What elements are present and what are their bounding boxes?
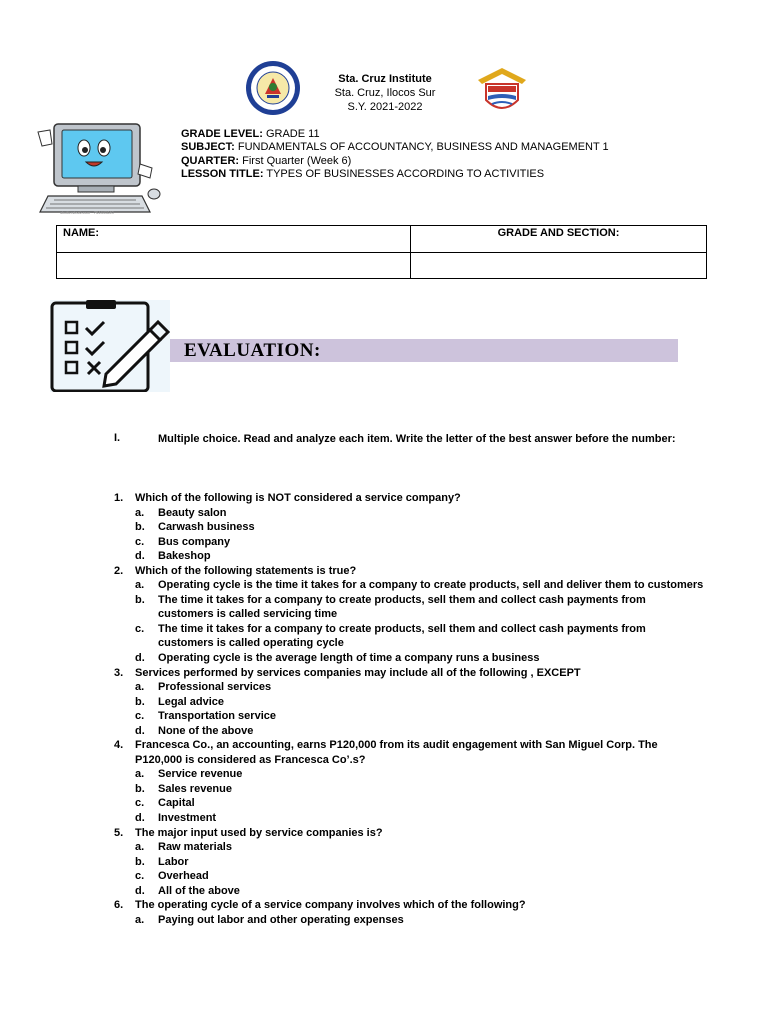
school-header <box>300 72 470 114</box>
answer-option <box>114 724 704 739</box>
answer-option <box>114 913 704 928</box>
option-letter: a. <box>135 841 145 854</box>
question-number: 6. <box>114 899 124 912</box>
answer-option <box>114 535 704 550</box>
answer-option <box>114 622 704 651</box>
option-text: Investment <box>158 812 217 825</box>
option-letter: c. <box>135 535 145 548</box>
subject-line: SUBJECT: FUNDAMENTALS OF ACCOUNTANCY, BUSINESS AND MANAGEMENT 1 <box>181 141 609 154</box>
option-text: All of the above <box>158 884 240 897</box>
question-list <box>114 491 704 927</box>
question-number: 4. <box>114 739 124 752</box>
option-letter: a. <box>135 681 145 694</box>
answer-option <box>114 651 704 666</box>
option-text: Legal advice <box>158 695 225 708</box>
question-item <box>114 826 704 841</box>
option-letter: b. <box>135 695 145 708</box>
option-letter: b. <box>135 521 145 534</box>
option-text: Carwash business <box>158 521 255 534</box>
option-text: Paying out labor and other operating expenses <box>158 913 404 926</box>
option-text: Bakeshop <box>158 550 211 563</box>
answer-option <box>114 767 704 782</box>
name-label: NAME: <box>57 226 411 253</box>
question-text: Which of the following statements is true? <box>135 564 357 577</box>
question-item <box>114 564 704 579</box>
option-letter: b. <box>135 593 145 606</box>
school-year: S.Y. 2021-2022 <box>347 101 423 113</box>
evaluation-title: EVALUATION: <box>184 340 321 361</box>
school-seal-icon <box>245 60 301 116</box>
checklist-icon <box>50 300 170 392</box>
option-text: Transportation service <box>158 710 276 723</box>
question-number: 3. <box>114 666 124 679</box>
question-text: The major input used by service companies is? <box>135 826 383 839</box>
lesson-title-line: LESSON TITLE: TYPES OF BUSINESSES ACCORDING TO ACTIVITIES <box>181 167 545 180</box>
option-letter: d. <box>135 884 145 897</box>
question-item <box>114 491 704 506</box>
option-text: Operating cycle is the time it takes for a company to create products, sell and deliver them to customers <box>158 579 704 592</box>
option-letter: a. <box>135 768 145 781</box>
school-name: Sta. Cruz Institute <box>338 73 432 85</box>
question-number: 1. <box>114 492 124 504</box>
question-item <box>114 666 704 681</box>
lesson-meta <box>181 128 609 181</box>
option-text: Overhead <box>158 870 209 883</box>
option-text: The time it takes for a company to create products, sell them and collect cash payments from customers is called operating cycle <box>158 622 646 650</box>
diocese-seal-icon <box>472 66 532 118</box>
option-text: Service revenue <box>158 768 243 781</box>
question-number: 5. <box>114 826 124 839</box>
option-letter: c. <box>135 710 145 723</box>
grade-section-field[interactable] <box>411 253 707 279</box>
option-text: Sales revenue <box>158 782 232 795</box>
option-text: Beauty salon <box>158 506 227 519</box>
option-text: None of the above <box>158 724 254 737</box>
option-letter: b. <box>135 855 145 868</box>
answer-option <box>114 695 704 710</box>
answer-option <box>114 796 704 811</box>
option-text: Labor <box>158 855 189 868</box>
question-item <box>114 738 704 767</box>
option-letter: a. <box>135 579 145 592</box>
option-letter: b. <box>135 782 145 795</box>
name-field[interactable] <box>57 253 411 279</box>
option-letter: d. <box>135 550 145 563</box>
option-text: Raw materials <box>158 841 232 854</box>
instructions-text: Multiple choice. Read and analyze each item. Write the letter of the best answer before the number: <box>158 433 676 445</box>
question-number: 2. <box>114 564 124 577</box>
answer-option <box>114 709 704 724</box>
answer-option <box>114 593 704 622</box>
option-text: The time it takes for a company to create products, sell them and collect cash payments from customers is called servicing time <box>158 593 646 621</box>
quarter-line: QUARTER: First Quarter (Week 6) <box>181 154 352 167</box>
question-text: The operating cycle of a service company involves which of the following? <box>135 899 526 912</box>
answer-option <box>114 782 704 797</box>
answer-option <box>114 549 704 564</box>
option-letter: c. <box>135 622 145 635</box>
computer-mascot-icon <box>28 118 163 222</box>
grade-section-label: GRADE AND SECTION: <box>411 226 707 253</box>
option-letter: d. <box>135 724 145 737</box>
answer-option <box>114 884 704 899</box>
question-text: Which of the following is NOT considered a service company? <box>135 492 461 504</box>
answer-option <box>114 869 704 884</box>
answer-option <box>114 811 704 826</box>
question-item <box>114 898 704 913</box>
answer-option <box>114 855 704 870</box>
answer-option <box>114 506 704 521</box>
option-text: Bus company <box>158 535 231 548</box>
answer-option <box>114 578 704 593</box>
option-letter: a. <box>135 506 145 519</box>
answer-option <box>114 680 704 695</box>
answer-option <box>114 520 704 535</box>
option-text: Operating cycle is the average length of time a company runs a business <box>158 652 540 665</box>
option-text: Professional services <box>158 681 272 694</box>
option-text: Capital <box>158 797 195 810</box>
option-letter: c. <box>135 870 145 883</box>
option-letter: a. <box>135 913 145 926</box>
image-credit: shutterstock.com · 754449849 <box>60 210 114 215</box>
question-text: Francesca Co., an accounting, earns P120,000 from its audit engagement with San Miguel Corp. The P120,000 is considered as Francesca Co’.s? <box>135 739 658 766</box>
option-letter: d. <box>135 812 145 825</box>
option-letter: d. <box>135 652 145 665</box>
question-text: Services performed by services companies may include all of the following , EXCEPT <box>135 666 581 679</box>
grade-level-line: GRADE LEVEL: GRADE 11 <box>181 128 320 140</box>
option-letter: c. <box>135 797 145 810</box>
answer-option <box>114 840 704 855</box>
student-info-table <box>56 225 707 279</box>
school-address: Sta. Cruz, Ilocos Sur <box>334 87 436 99</box>
section-number: I. <box>114 432 121 444</box>
